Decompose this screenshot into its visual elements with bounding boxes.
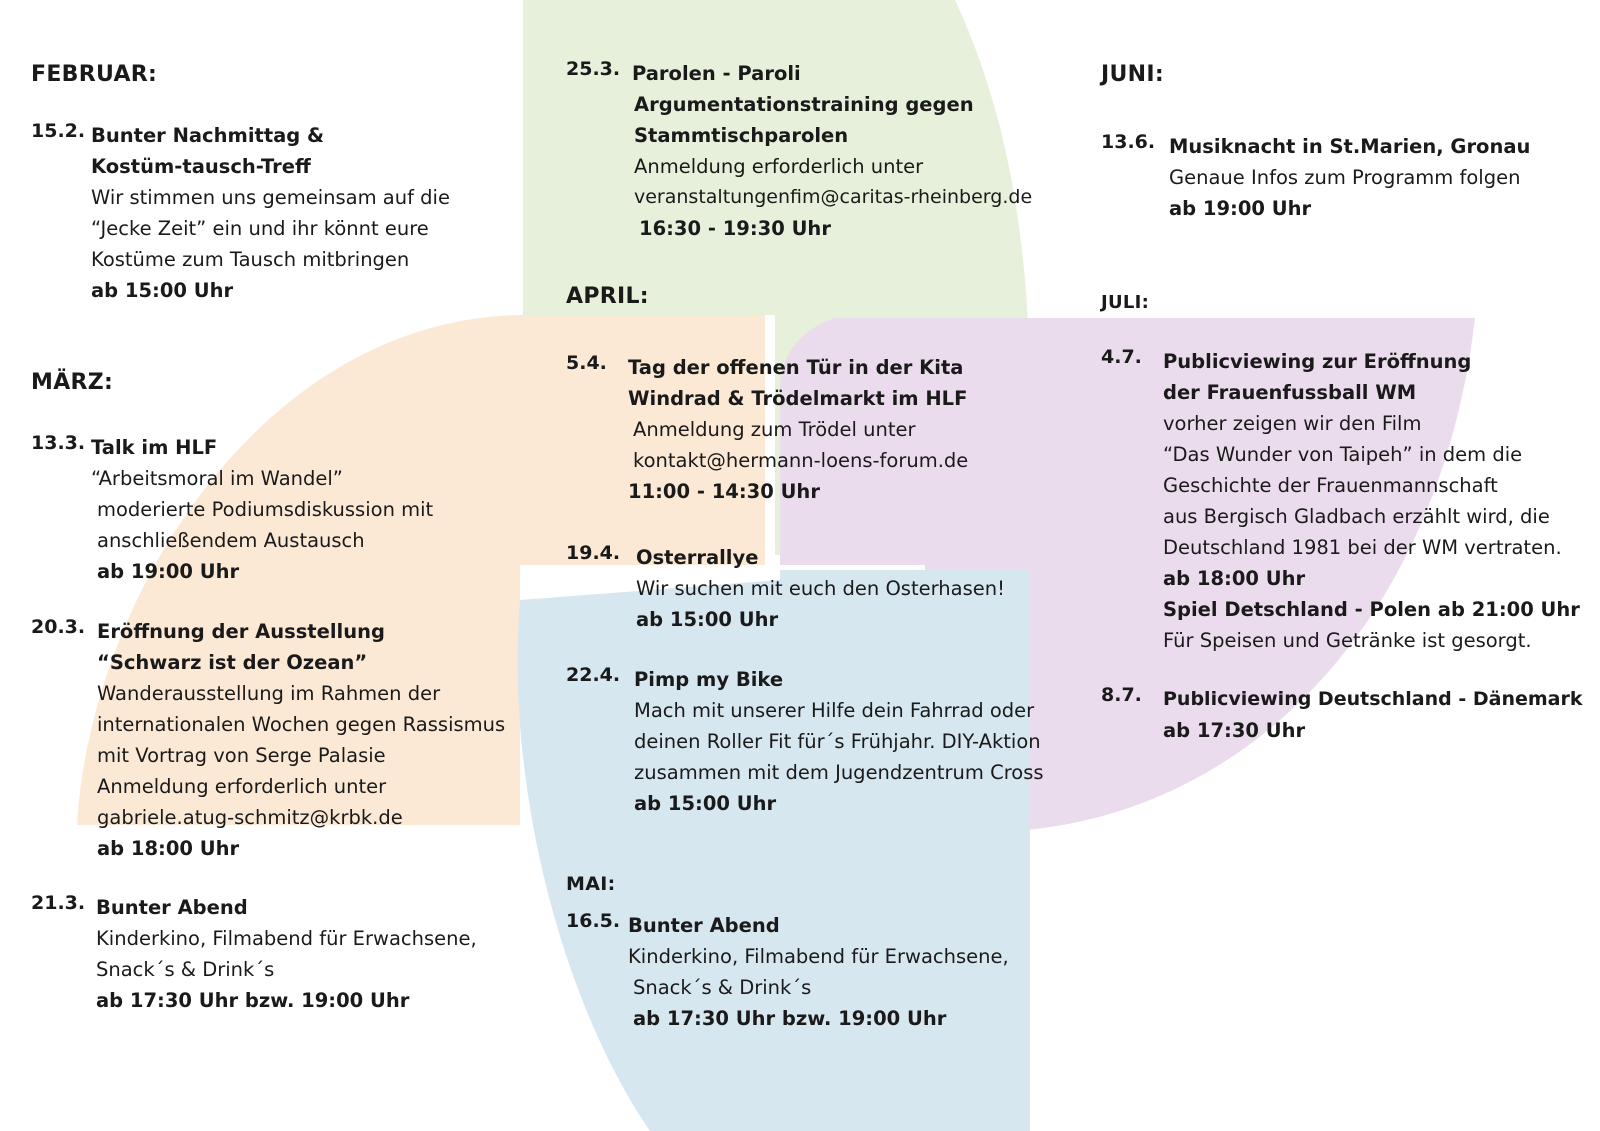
event-description: Wanderausstellung im Rahmen der — [97, 682, 441, 705]
month-heading-april: APRIL: — [566, 284, 649, 309]
event-time: ab 15:00 Uhr — [91, 279, 234, 302]
event-title: Kostüm-tausch-Treff — [91, 155, 311, 178]
month-heading-juni: JUNI: — [1101, 62, 1164, 87]
event-title: Parolen - Paroli — [632, 62, 801, 85]
event-title: “Schwarz ist der Ozean” — [97, 651, 368, 674]
event-description: deinen Roller Fit für´s Frühjahr. DIY-Aktion — [634, 730, 1041, 753]
event-email-link[interactable]: veranstaltungenfim@caritas-rheinberg.de — [634, 186, 1033, 208]
event-title: Pimp my Bike — [634, 668, 784, 691]
event-description: moderierte Podiumsdiskussion mit — [97, 498, 434, 521]
event-description: “Arbeitsmoral im Wandel” — [91, 467, 343, 490]
event-date: 16.5. — [566, 910, 621, 932]
event-title: Bunter Nachmittag & — [91, 124, 325, 147]
event-description: Geschichte der Frauenmannschaft — [1163, 474, 1498, 497]
event-description: Wir stimmen uns gemeinsam auf die — [91, 186, 450, 209]
event-description: zusammen mit dem Jugendzentrum Cross — [634, 761, 1044, 784]
event-time: ab 18:00 Uhr — [1163, 567, 1306, 590]
event-title: der Frauenfussball WM — [1163, 381, 1417, 404]
event-title: Publicviewing zur Eröffnung — [1163, 350, 1472, 373]
event-time: 11:00 - 14:30 Uhr — [628, 480, 820, 503]
event-time: ab 15:00 Uhr — [634, 792, 777, 815]
middle-column — [566, 0, 1066, 1131]
event-email-link[interactable]: gabriele.atug-schmitz@krbk.de — [97, 806, 403, 829]
month-heading-mai: MAI: — [566, 873, 616, 895]
event-description: Anmeldung erforderlich unter — [97, 775, 387, 798]
event-date: 8.7. — [1101, 684, 1142, 706]
event-date: 5.4. — [566, 352, 607, 374]
event-time: ab 19:00 Uhr — [1169, 197, 1312, 220]
event-description: anschließendem Austausch — [97, 529, 365, 552]
event-title: Eröffnung der Ausstellung — [97, 620, 385, 643]
event-title: Windrad & Trödelmarkt im HLF — [628, 387, 968, 410]
month-heading-maerz: MÄRZ: — [31, 370, 114, 395]
right-column — [1101, 0, 1596, 1131]
event-description: “Jecke Zeit” ein und ihr könnt eure — [91, 217, 429, 240]
event-description: vorher zeigen wir den Film — [1163, 412, 1422, 435]
event-description: mit Vortrag von Serge Palasie — [97, 744, 386, 767]
event-description: “Das Wunder von Taipeh” in dem die — [1163, 443, 1523, 466]
month-heading-februar: FEBRUAR: — [31, 62, 158, 87]
event-title: Talk im HLF — [91, 436, 218, 459]
event-description: Anmeldung erforderlich unter — [634, 155, 924, 178]
event-description: Snack´s & Drink´s — [96, 958, 275, 981]
event-title: Bunter Abend — [96, 896, 248, 919]
event-description: Deutschland 1981 bei der WM vertraten. — [1163, 536, 1562, 559]
event-title: Osterrallye — [636, 546, 759, 569]
event-date: 21.3. — [31, 892, 86, 914]
event-title: Publicviewing Deutschland - Dänemark — [1163, 688, 1583, 710]
event-description: Wir suchen mit euch den Osterhasen! — [636, 577, 1005, 600]
event-description: Anmeldung zum Trödel unter — [633, 418, 916, 441]
event-time: ab 18:00 Uhr — [97, 837, 240, 860]
event-date: 25.3. — [566, 58, 621, 80]
month-heading-juli: JULI: — [1101, 292, 1150, 313]
event-time: 16:30 - 19:30 Uhr — [639, 217, 831, 240]
event-description: Snack´s & Drink´s — [633, 976, 812, 999]
event-time: ab 19:00 Uhr — [97, 560, 240, 583]
event-title: Stammtischparolen — [634, 124, 849, 147]
event-title: Musiknacht in St.Marien, Gronau — [1169, 135, 1531, 158]
event-title: Tag der offenen Tür in der Kita — [628, 356, 964, 379]
event-title: Bunter Abend — [628, 914, 780, 937]
left-column — [31, 0, 531, 1131]
event-email-link[interactable]: kontakt@hermann-loens-forum.de — [633, 449, 969, 472]
event-time: ab 17:30 Uhr bzw. 19:00 Uhr — [96, 989, 410, 1012]
event-date: 19.4. — [566, 542, 621, 564]
event-time: ab 17:30 Uhr — [1163, 719, 1306, 742]
event-time: ab 17:30 Uhr bzw. 19:00 Uhr — [633, 1007, 947, 1030]
event-date: 15.2. — [31, 120, 86, 142]
event-description: Kinderkino, Filmabend für Erwachsene, — [96, 927, 477, 950]
event-description: Für Speisen und Getränke ist gesorgt. — [1163, 629, 1532, 652]
event-game-time: Spiel Detschland - Polen ab 21:00 Uhr — [1163, 598, 1580, 621]
event-description: internationalen Wochen gegen Rassismus — [97, 713, 506, 736]
event-date: 13.3. — [31, 432, 86, 454]
event-description: Kinderkino, Filmabend für Erwachsene, — [628, 945, 1009, 968]
event-title: Argumentationstraining gegen — [634, 93, 974, 116]
event-date: 20.3. — [31, 616, 86, 638]
event-description: Kostüme zum Tausch mitbringen — [91, 248, 410, 271]
event-date: 13.6. — [1101, 131, 1156, 153]
event-description: Mach mit unserer Hilfe dein Fahrrad oder — [634, 699, 1035, 722]
event-date: 4.7. — [1101, 346, 1142, 368]
event-description: Genaue Infos zum Programm folgen — [1169, 166, 1521, 189]
event-description: aus Bergisch Gladbach erzählt wird, die — [1163, 505, 1550, 528]
event-date: 22.4. — [566, 664, 621, 686]
event-time: ab 15:00 Uhr — [636, 608, 779, 631]
